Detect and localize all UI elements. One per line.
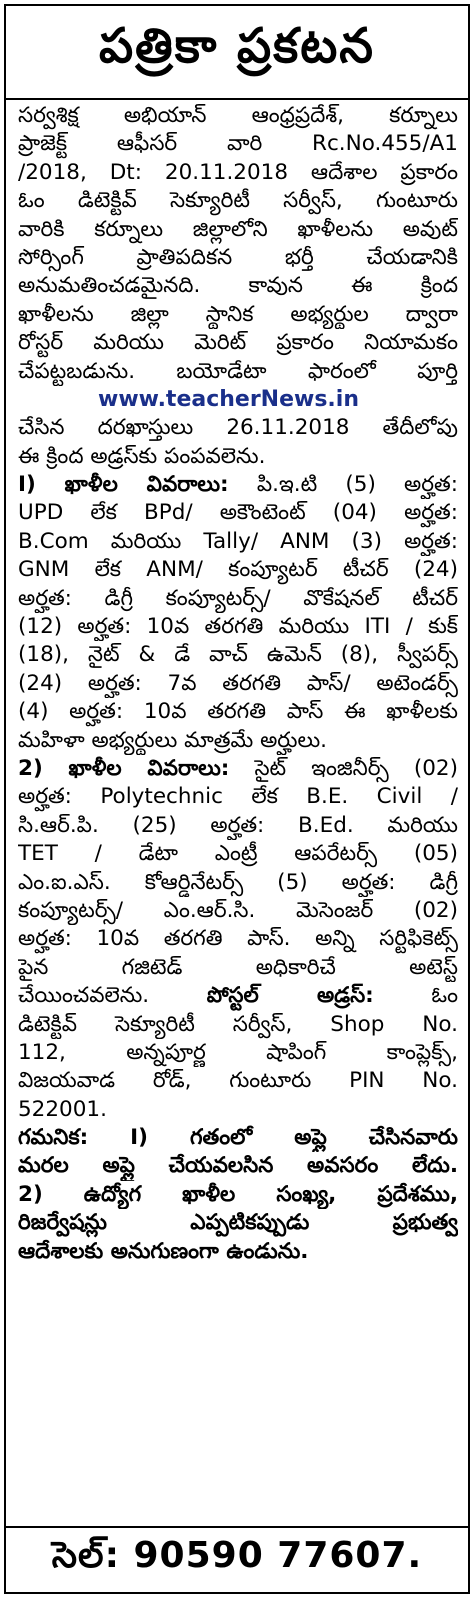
body-line: చేసిన దరఖాస్తులు 26.11.2018 తేదీలోపు: [18, 415, 458, 441]
section2-line: TET / డేటా ఎంట్రీ ఆపరేటర్స్ (05): [18, 841, 458, 867]
body-line: ఈ క్రింద అడ్రస్‌కు పంపవలెను.: [18, 443, 266, 469]
body-line: /2018, Dt: 20.11.2018 ఆదేశాల ప్రకారం: [18, 159, 458, 185]
notice-title: పత్రికా ప్రకటన: [6, 6, 468, 100]
section1-heading: I) ఖాళీల వివరాలు:: [18, 472, 229, 498]
section1-line: UPD లేక BPd/ అకౌంటెంట్ (04) అర్హత:: [18, 500, 458, 526]
section2-line: ఎం.ఐ.ఎస్. కోఆర్డినేటర్స్ (5) అర్హత: డిగ్రీ: [18, 869, 458, 895]
section1-line: GNM లేక ANM/ కంప్యూటర్ టీచర్ (24): [18, 557, 458, 583]
note-line: 2) ఉద్యోగ ఖాళీల సంఖ్య, ప్రదేశము,: [18, 1181, 458, 1207]
section2-line: సి.ఆర్.పి. (25) అర్హత: B.Ed. మరియు: [18, 812, 458, 838]
body-line: ప్రాజెక్ట్ ఆఫీసర్ వారి Rc.No.455/A1: [18, 131, 458, 157]
notice-frame: [4, 4, 470, 1594]
section2-line: అర్హత: Polytechnic లేక B.E. Civil /: [18, 784, 458, 810]
postal-line: డిటెక్టివ్ సెక్యూరిటీ సర్వీస్, Shop No.: [18, 1011, 458, 1037]
note-line: ఆదేశాలకు అనుగుణంగా ఉండును.: [18, 1238, 309, 1264]
section2-line: అర్హత: 10వ తరగతి పాస్. అన్ని సర్టిఫికెట్స్: [18, 926, 458, 952]
section1-line: అర్హత: డిగ్రీ కంప్యూటర్స్/ వొకేషనల్ టీచర్: [18, 585, 458, 611]
watermark-text: www.teacherNews.in: [98, 386, 359, 412]
body-line: సర్వశిక్ష అభియాన్ ఆంధ్రప్రదేశ్, కర్నూలు: [18, 103, 458, 128]
body-line: ఓం డిటెక్టివ్ సెక్యూరిటీ సర్వీస్, గుంటూరు: [18, 188, 458, 214]
section2-first-text: సైట్ ఇంజినీర్స్ (02): [254, 755, 458, 781]
postal-line: 112, అన్నపూర్ణ షాపింగ్ కాంప్లెక్స్,: [18, 1039, 458, 1065]
note-line: రిజర్వేషన్లు ఎప్పటికప్పుడు ప్రభుత్వ: [18, 1210, 458, 1236]
body-line: వారికి కర్నూలు జిల్లాలోని ఖాళీలను అవుట్: [18, 216, 458, 242]
postal-post-text: ఓం: [431, 983, 458, 1009]
section1-line: (12) అర్హత: 10వ తరగతి మరియు ITI / కుక్: [18, 614, 458, 640]
section2-line: కంప్యూటర్స్/ ఎం.ఆర్.సి. మెసెంజర్ (02): [18, 897, 458, 923]
body-line: రోస్టర్ మరియు మెరిట్ ప్రకారం నియామకం: [18, 330, 458, 356]
watermark-line: [18, 386, 458, 414]
postal-line: విజయవాడ రోడ్, గుంటూరు PIN No.: [18, 1068, 458, 1094]
section1-first-line: [18, 471, 458, 499]
body-line: సోర్సింగ్ ప్రాతిపదికన భర్తీ చేయడానికి: [18, 244, 458, 270]
section2-heading: 2) ఖాళీల వివరాలు:: [18, 755, 230, 781]
postal-pre-text: చేయించవలెను.: [18, 983, 150, 1009]
body-line: చేపట్టబడును. బయోడేటా ఫారంలో పూర్తి: [18, 358, 458, 384]
section1-line: (24) అర్హత: 7వ తరగతి పాస్/ అటెండర్స్: [18, 670, 458, 696]
note-line: మరల అప్లై చేయవలసిన అవసరం లేదు.: [18, 1153, 458, 1179]
section1-line: మహిళా అభ్యర్థులు మాత్రమే అర్హులు.: [18, 727, 327, 753]
notice-body: [18, 102, 458, 1526]
postal-first-line: [18, 982, 458, 1010]
section1-line: (4) అర్హత: 10వ తరగతి పాస్ ఈ ఖాళీలకు: [18, 699, 458, 725]
body-line: ఖాళీలను జిల్లా స్థానిక అభ్యర్థుల ద్వారా: [18, 301, 458, 327]
section2-line: పైన గజిటెడ్ అధికారిచే అటెస్ట్: [18, 954, 458, 980]
section2-first-line: [18, 755, 458, 783]
postal-heading: పోస్టల్ అడ్రస్:: [206, 983, 374, 1009]
phone-number: సెల్: 90590 77607.: [51, 1535, 423, 1576]
section1-line: (18), నైట్ & డే వాచ్ ఉమెన్ (8), స్వీపర్స్: [18, 642, 458, 668]
section1-line: B.Com మరియు Tally/ ANM (3) అర్హత:: [18, 528, 458, 554]
note-line: గమనిక: I) గతంలో అప్లై చేసినవారు: [18, 1125, 458, 1151]
body-line: అనుమతించడమైనది. కావున ఈ క్రింద: [18, 273, 458, 299]
postal-line: 522001.: [18, 1096, 107, 1122]
section1-first-text: పి.ఇ.టి (5) అర్హత:: [256, 472, 458, 498]
